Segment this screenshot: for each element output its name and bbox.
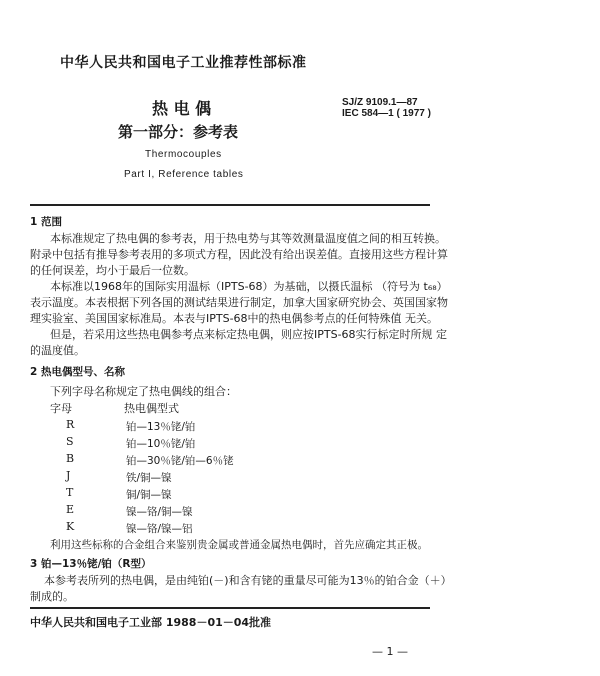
table-row-letter: T — [66, 486, 74, 499]
table-row-type: 铂—30％铑/铂—6％铑 — [126, 455, 234, 467]
table-row-letter: E — [66, 503, 75, 516]
s1-line-7: 但是，若采用这些热电偶参考点来标定热电偶，则应按IPTS-68实行标定时所规 定 — [50, 328, 448, 341]
standard-title: 中华人民共和国电子工业推荐性部标准 — [60, 55, 307, 71]
s1-line-4: 本标准以1968年的国际实用温标（IPTS-68）为基础，以摄氏温标 （符号为 t₆₈） — [50, 280, 448, 293]
table-row-type: 铁/铜—镍 — [126, 472, 172, 484]
section-2-heading: 2 热电偶型号、名称 — [30, 366, 125, 378]
s1-line-6: 理实验室、美国国家标准局。本表与IPTS-68中的热电偶参考点的任何特殊值 无关。 — [30, 312, 439, 325]
table-row-type: 铂—10％铑/铂 — [126, 438, 196, 450]
document-title: 热 电 偶 — [152, 99, 212, 118]
iec-standard-code: IEC 584—1 ( 1977 ) — [342, 108, 431, 119]
section-3-heading: 3 铂—13％铑/铂（R型） — [30, 558, 152, 570]
page-number: — 1 — — [372, 645, 408, 658]
s1-line-3: 的任何误差，均小于最后一位数。 — [30, 264, 195, 277]
s1-line-8: 的温度值。 — [30, 344, 85, 357]
table-row-letter: B — [66, 452, 75, 465]
table-row-letter: K — [66, 520, 75, 533]
english-title: Thermocouples — [145, 149, 222, 160]
document-part-title: 第一部分：参考表 — [118, 123, 239, 141]
section-1-heading: 1 范围 — [30, 216, 62, 228]
table-row-type: 镍—铬/镍—铝 — [126, 523, 193, 535]
bottom-divider — [30, 607, 430, 609]
table-row-type: 铜/铜—镍 — [126, 489, 172, 501]
s1-line-1: 本标准规定了热电偶的参考表，用于热电势与其等效测量温度值之间的相互转换。 — [50, 232, 446, 245]
sj-standard-code: SJ/Z 9109.1—87 — [342, 97, 418, 108]
s2-note: 利用这些标称的合金组合来鉴别贵金属或普通金属热电偶时，首先应确定其正极。 — [50, 539, 428, 551]
table-row-letter: R — [66, 418, 75, 431]
table-row-type: 铂—13％铑/铂 — [126, 421, 196, 433]
table-header-type: 热电偶型式 — [124, 402, 179, 415]
table-header-letter: 字母 — [50, 402, 72, 415]
top-divider — [30, 204, 430, 206]
s3-line-2: 制成的。 — [30, 590, 74, 603]
s2-intro: 下列字母名称规定了热电偶线的组合： — [50, 385, 237, 398]
s3-line-1: 本参考表所列的热电偶，是由纯铂(－)和含有铑的重量尽可能为13％的铂合金（＋） — [44, 574, 452, 587]
table-row-letter: S — [66, 435, 74, 448]
table-row-type: 镍—铬/铜—镍 — [126, 506, 193, 518]
table-row-letter: J — [66, 469, 71, 482]
s1-line-5: 表示温度。本表根据下列各国的测试结果进行制定，加拿大国家研究协会、英国国家物 — [30, 296, 448, 309]
english-part-title: Part I, Reference tables — [124, 169, 244, 180]
approval-line: 中华人民共和国电子工业部 1988－01－04批准 — [30, 616, 272, 629]
s1-line-2: 附录中包括有推导参考表用的多项式方程，因此没有给出误差值。直接用这些方程计算 — [30, 248, 448, 261]
